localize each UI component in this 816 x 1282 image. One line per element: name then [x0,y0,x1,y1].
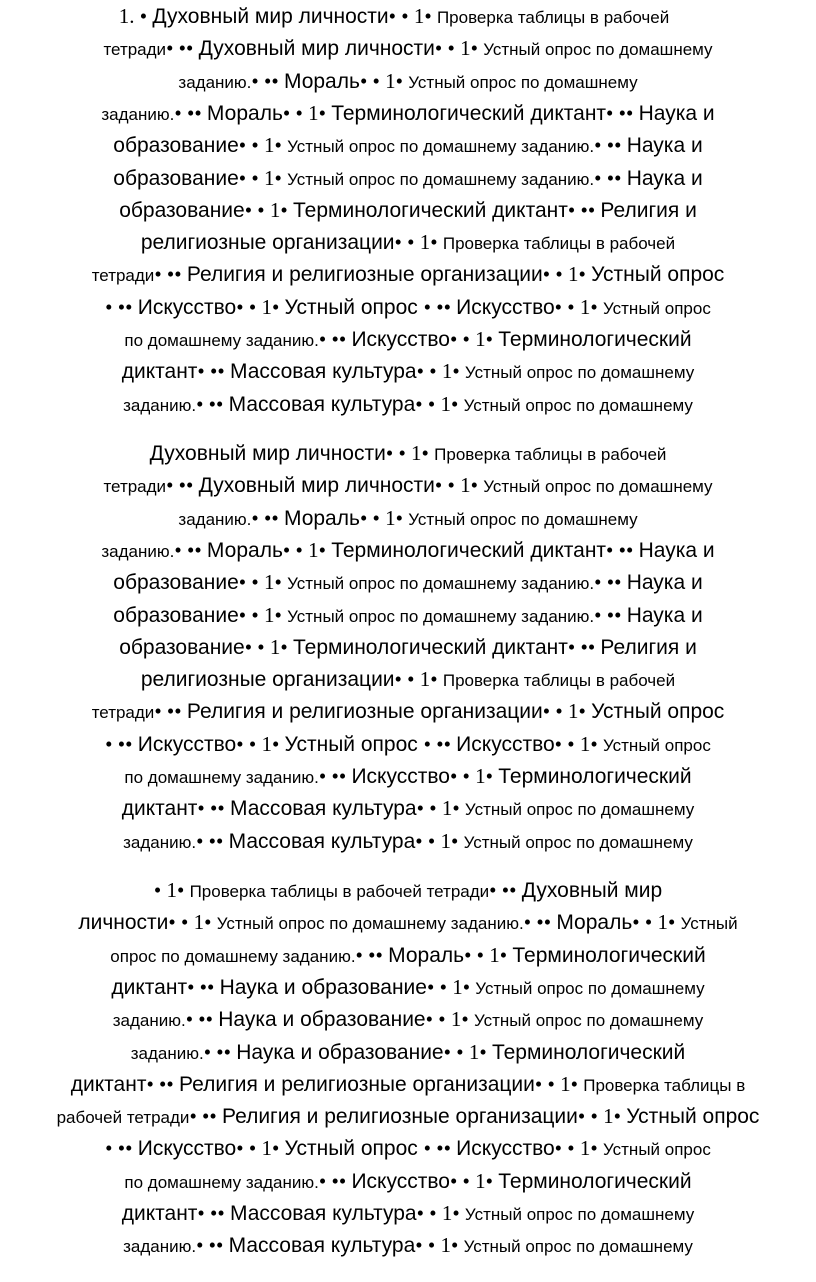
text-run: Искусство [137,295,237,319]
text-line [141,232,675,253]
text-run: • • 1• [554,731,603,756]
text-run: • • 1• [416,796,465,821]
text-run: Наука и [638,101,715,125]
text-run: образование [119,198,245,222]
text-run: Проверка таблицы в рабочей [434,445,667,464]
text-run: Устный опрос по домашнему [464,800,695,820]
text-run: образование [113,134,239,158]
text-run: Массовая культура [228,392,416,416]
text-run: заданию. [101,541,175,561]
text-run: Мораль [206,101,283,125]
text-run: заданию. [101,104,175,124]
text-run: Мораль [283,506,360,530]
text-run: Религия и религиозные организации [186,263,543,287]
text-run: • • 1• [359,505,409,530]
text-run: Устный опрос по домашнему [463,832,693,852]
text-run: заданию. [123,1237,197,1257]
text-run: • •• [189,1104,222,1129]
text-run: • • 1• [244,634,294,659]
text-run: рабочей тетради [56,1108,190,1128]
text-run: религиозные организации [140,231,395,255]
text-run: религиозные организации [140,668,395,692]
text-run: • • 1• [542,262,592,287]
text-line [130,1039,686,1064]
text-line [101,100,715,125]
text-run: личности [78,911,169,935]
text-run: • • 1• [238,570,288,595]
text-line [123,391,693,416]
text-run: Наука и [626,571,703,595]
text-run: Религия и религиозные организации [222,1105,578,1129]
text-line [113,572,702,593]
text-run: • • 1• [449,327,499,351]
text-run: • • 1• [394,667,443,692]
text-run: Массовая культура [229,360,417,384]
text-run: • •• [567,197,601,222]
text-run: Мораль [206,538,283,562]
text-run: • •• [251,505,284,530]
text-run: • • 1• [359,68,409,93]
text-run: • • 1• [415,1233,464,1258]
text-run: • • 1• [443,1039,492,1064]
text-run: Устный опрос по домашнему [408,509,638,529]
text-run: • •• [187,974,220,999]
text-run: диктант [121,797,198,821]
text-run: • • 1• [449,764,499,788]
text-run: • •• [423,731,457,756]
text-run: Проверка таблицы в рабочей тетради [189,882,490,901]
text-run: • •• [567,634,601,659]
text-run: • •• [203,1039,237,1064]
text-run: Религия и [600,198,697,222]
text-line [111,974,705,999]
text-run: • • 1• [554,1136,603,1161]
text-run: Терминологический диктант [331,101,607,125]
text-run: Устный опрос по домашнему заданию. [287,169,595,189]
text-run: • •• [594,602,627,627]
text-run: • •• [318,1168,352,1193]
text-run: Искусство [351,328,450,351]
text-run: Религия и [600,635,697,659]
text-run: • • 1• [464,942,513,967]
text-line [122,1203,695,1224]
text-run: Искусство [137,1137,237,1161]
text-run: Искусство [137,732,237,756]
text-run: • • 1• [236,1136,285,1161]
text-run: • •• [197,796,230,821]
text-run: диктант [121,1202,198,1225]
text-run: • • 1• [282,100,332,125]
text-run: тетради [91,703,155,723]
text-line [78,912,737,933]
text-run: по домашнему заданию. [124,331,319,350]
text-run: Терминологический [498,328,692,351]
text-run: • • 1• [385,441,435,465]
text-run: • •• [523,910,557,935]
text-line [150,443,667,464]
text-run: Религия и религиозные организации [186,700,543,724]
text-line [113,602,703,627]
text-run: • •• [166,36,199,61]
text-run: Устный опрос по домашнему [483,477,713,497]
text-run: тетради [103,40,167,60]
text-run: по домашнему заданию. [124,768,319,787]
text-run: • • 1• [554,294,603,319]
text-line [105,731,711,756]
text-run: Массовая культура [229,1202,417,1225]
text-line [123,828,693,853]
text-run: Наука и [626,166,703,190]
text-line [92,264,725,285]
text-run: образование [113,166,239,190]
text-run: • •• [423,1136,457,1161]
text-line [92,701,725,722]
text-run: • •• [174,537,207,562]
text-run: Проверка таблицы в рабочей [436,8,670,27]
text-run: Наука и образование [219,975,427,999]
text-run: Искусство [456,295,555,319]
text-run: Духовный мир [521,879,663,902]
text-run: Мораль [283,69,360,93]
text-run: Духовный мир личности [152,5,389,28]
text-run: Проверка таблицы в рабочей [442,234,676,254]
text-run: • • 1• [236,731,285,756]
text-run: Устный опрос [602,735,711,755]
text-run: • • 1• [244,197,294,222]
text-run: Массовая культура [228,829,416,853]
text-run: Терминологический диктант [293,635,568,659]
text-line [70,1071,746,1096]
text-run: • •• [197,359,230,384]
text-run: Мораль [388,943,465,967]
text-run: • • 1• [415,828,464,853]
text-run: Устный опрос [626,1105,760,1129]
text-run: Терминологический [498,1169,692,1193]
text-run: • • 1• [168,910,217,935]
text-run: • • 1• [416,1201,465,1225]
text-run: • • 1• [416,359,465,384]
text-run: • •• [251,68,284,93]
text-run: Устный опрос по домашнему [475,978,705,998]
text-run: Устный опрос по домашнему [464,363,695,383]
text-line [113,1009,704,1030]
text-line [124,766,691,787]
text-run: • •• [166,473,199,498]
text-run: • • 1• [434,36,484,61]
text-run: • •• [146,1071,180,1096]
text-run: Устный опрос [284,1137,424,1161]
text-run: заданию. [112,1011,186,1031]
text-run: диктант [111,975,188,999]
text-run: Искусство [351,1169,450,1193]
text-run: заданию. [178,509,252,529]
text-run: • •• [196,828,229,853]
text-run: • • 1• [426,974,476,999]
text-run: заданию. [130,1043,204,1063]
text-line [124,329,691,350]
text-line [113,165,703,190]
text-run: • • 1• [434,473,484,498]
text-run: Наука и [626,134,703,158]
text-run: Терминологический диктант [331,538,607,562]
text-run: Устный опрос по домашнему [464,1205,695,1224]
text-run: Терминологический диктант [293,198,568,222]
text-line [141,669,675,690]
text-run: диктант [121,360,198,384]
text-run: Терминологический [491,1040,686,1064]
text-run: • • 1• [415,391,464,416]
text-run: • •• [606,537,639,562]
text-line [178,68,638,93]
text-run: • •• [355,942,389,967]
text-run: • • 1• [238,602,288,627]
text-run: • •• [196,1233,229,1258]
text-run: Духовный мир личности [198,474,435,498]
text-run: Проверка таблицы в рабочей [442,671,676,691]
text-run: Устный опрос [602,1140,711,1160]
text-line [105,1138,711,1159]
text-line [122,361,695,382]
text-run: по домашнему заданию. [124,1172,319,1192]
text-run: Устный опрос по домашнему [463,395,693,415]
text-run: Массовая культура [229,797,417,821]
text-run: Устный опрос [284,295,424,319]
text-run: • •• [154,262,187,287]
text-run: • •• [318,327,352,351]
text-run: • • 1• [238,133,288,158]
text-run: Терминологический [498,765,692,788]
text-run: Устный опрос [602,298,711,318]
text-line [110,942,706,967]
text-run: Устный опрос по домашнему [408,72,638,92]
text-run: Духовный мир личности [149,442,386,465]
text-run: Устный опрос [591,700,725,724]
text-run: Устный [680,914,738,934]
text-run: заданию. [123,832,197,852]
text-run: Религия и религиозные организации [179,1072,535,1096]
text-line [103,475,712,496]
text-run: • •• [594,165,627,190]
text-run: • •• [154,699,187,724]
text-line [178,505,638,530]
text-run: Устный опрос по домашнему заданию. [287,606,595,626]
text-run: Устный опрос [284,732,424,756]
text-run: • • 1• [449,1168,499,1193]
text-line [119,6,669,27]
text-run: • •• [606,100,639,125]
text-run: • • 1• [534,1071,584,1096]
text-line [113,135,702,156]
text-line [57,1106,760,1127]
text-run: • • 1• [577,1104,627,1129]
text-run: Искусство [456,732,555,756]
text-run: • • 1• [632,910,681,935]
text-run: • • 1• [542,699,592,724]
text-run: 1. • [118,4,153,28]
text-run: • •• [423,294,457,319]
text-run: • •• [594,570,627,595]
text-run: тетради [103,477,167,497]
text-run: • • 1• [388,4,437,28]
text-run: Духовный мир личности [198,37,435,61]
text-run: Устный опрос по домашнему заданию. [216,914,524,934]
text-line [119,634,697,659]
text-run: • •• [105,294,138,319]
text-run: диктант [70,1072,147,1096]
text-run: Наука и [638,538,715,562]
text-run: • • 1• [282,537,332,562]
text-run: • • 1• [394,230,443,255]
text-run: Устный опрос по домашнему [483,40,713,60]
text-run: • • 1• [238,165,288,190]
text-run: • •• [318,764,352,788]
text-run: • •• [105,1136,138,1161]
text-run: Устный опрос по домашнему [463,1237,693,1257]
text-run: заданию. [178,72,252,92]
text-line [124,1168,692,1193]
text-run: опрос по домашнему заданию. [110,946,356,966]
text-run: заданию. [123,395,197,415]
text-line [122,798,695,819]
text-run: • •• [594,133,627,158]
text-run: Устный опрос по домашнему заданию. [287,574,595,594]
text-run: образование [119,635,245,659]
text-line [119,197,697,222]
text-run: Устный опрос по домашнему заданию. [287,137,595,157]
text-run: Терминологический [512,943,706,967]
text-run: • • 1• [236,294,285,319]
text-run: • 1• [153,878,190,902]
text-run: Устный опрос [591,263,725,287]
text-run: образование [113,603,239,627]
text-run: Массовая культура [228,1234,416,1258]
text-run: Мораль [556,911,633,935]
text-run: образование [113,571,239,595]
text-run: • •• [105,731,138,756]
text-run: Наука и [626,603,703,627]
text-run: • •• [185,1007,219,1032]
text-run: Устный опрос по домашнему [473,1011,704,1031]
text-line [123,1235,693,1256]
text-line [101,537,715,562]
text-run: Наука и образование [218,1008,426,1032]
text-run: • •• [196,391,229,416]
text-run: Проверка таблицы в [583,1075,746,1095]
text-run: • •• [197,1201,230,1225]
text-run: • • 1• [425,1007,474,1032]
text-run: тетради [91,266,155,286]
text-run: • •• [489,878,522,902]
text-line [103,38,712,59]
text-line [154,880,662,901]
text-run: Искусство [351,765,450,788]
text-line [105,294,711,319]
text-run: • •• [174,100,207,125]
text-run: Наука и образование [236,1040,444,1064]
text-run: Искусство [456,1137,555,1161]
